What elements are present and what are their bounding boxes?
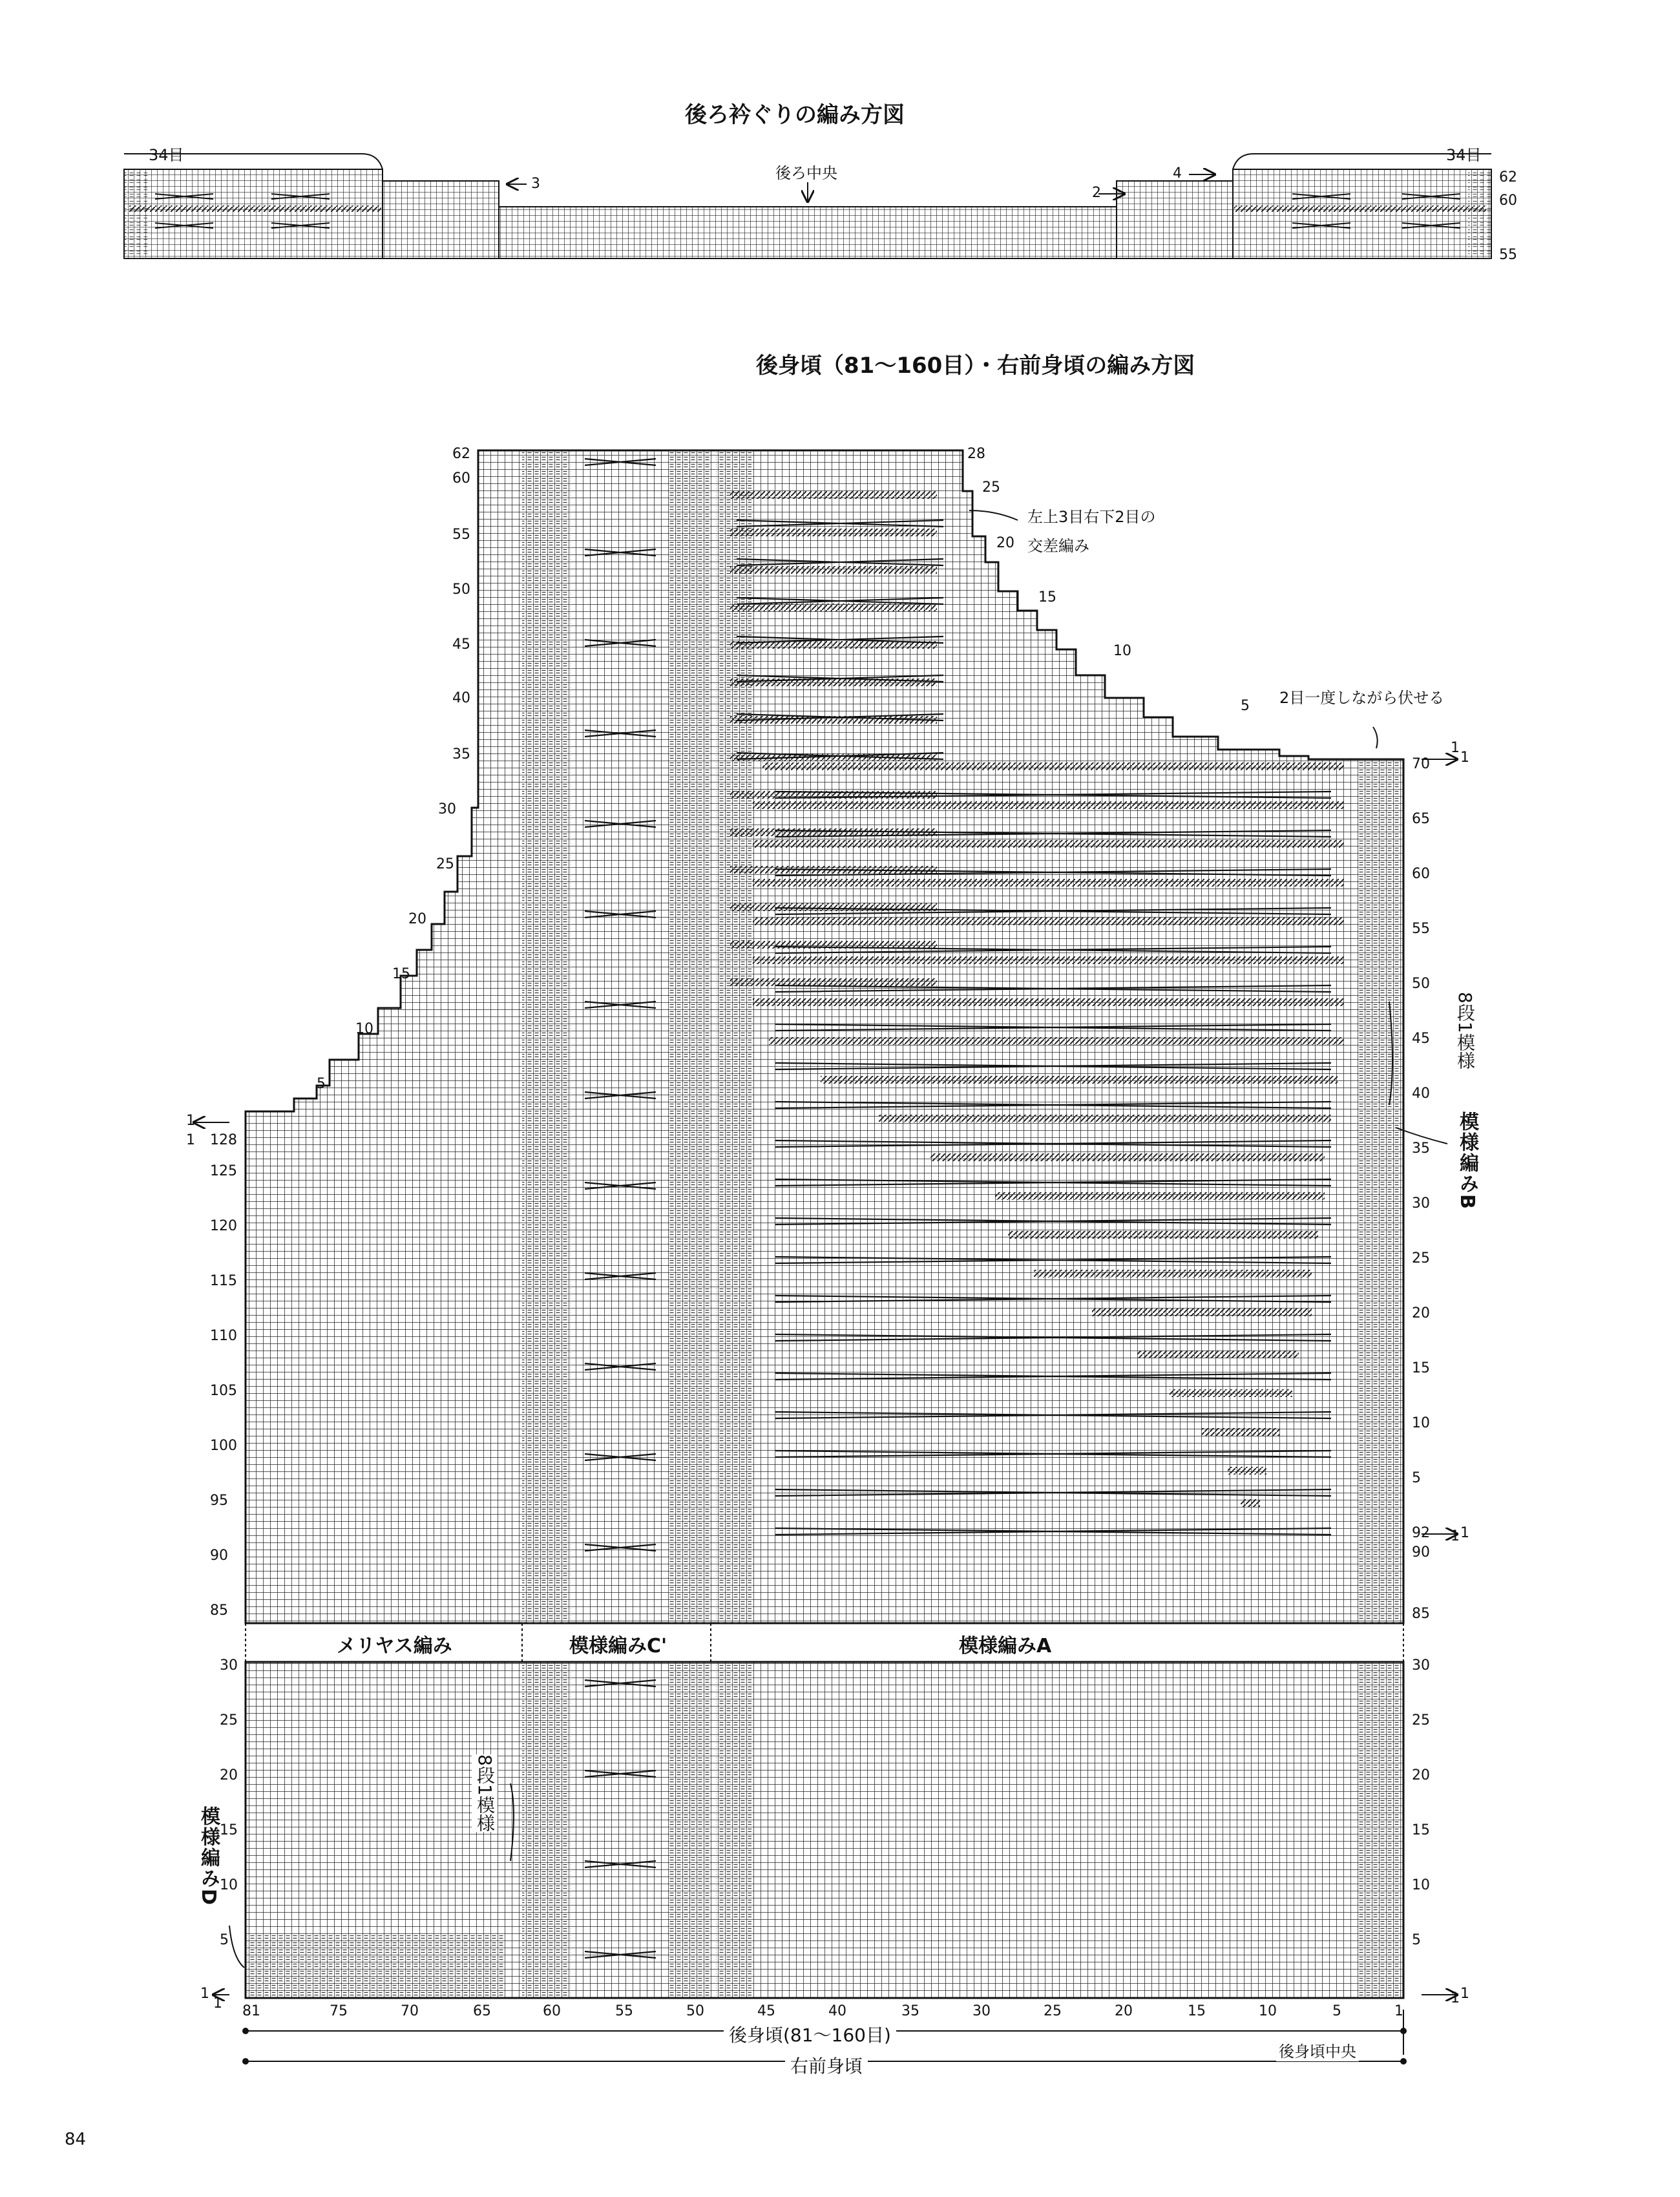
pattern-a-band-20	[753, 998, 1344, 1006]
pattern-a-band-27	[1034, 1270, 1312, 1277]
neckline-center-label: 後ろ中央	[775, 164, 837, 182]
pattern-a-band-32	[1228, 1467, 1266, 1475]
left-row-10: 15	[392, 966, 410, 982]
left-row-14: 128	[210, 1132, 237, 1148]
neckline-left-count: 34目	[149, 146, 184, 164]
pattern-a-band-28	[1092, 1309, 1312, 1316]
col-14: 10	[1259, 2003, 1277, 2019]
left-row-23: 85	[210, 1603, 228, 1619]
pattern-a-band-16	[753, 840, 1344, 848]
pattern-a-band-29	[1137, 1351, 1299, 1358]
col-16: 1	[1394, 2003, 1403, 2019]
pattern-a-band-30	[1170, 1389, 1292, 1397]
col-1: 75	[330, 2003, 348, 2019]
left-row-6: 35	[452, 746, 470, 762]
left-row-11: 10	[355, 1021, 373, 1037]
left-row-27: 15	[220, 1822, 238, 1838]
right-row-14: 35	[1412, 1141, 1430, 1157]
col-4: 60	[543, 2003, 561, 2019]
right-row-2: 20	[996, 535, 1014, 551]
left-row-0: 62	[452, 446, 470, 462]
right-row-30: 5	[1412, 1932, 1421, 1948]
left-row-29: 5	[220, 1932, 229, 1948]
right-row-15: 30	[1412, 1195, 1430, 1212]
back-center-label: 後身頃中央	[1276, 2039, 1359, 2061]
right-row-10: 55	[1412, 921, 1430, 937]
section-stockinette: メリヤス編み	[333, 1630, 456, 1658]
left-row-18: 110	[210, 1328, 237, 1344]
repeat-c-annotation: 8段1模様	[472, 1754, 498, 1832]
pattern-a-band-33	[1241, 1499, 1260, 1507]
pattern-a-band-26	[1008, 1231, 1318, 1239]
col-15: 5	[1332, 2003, 1341, 2019]
neckline-row-62: 62	[1499, 169, 1517, 185]
back-body-label: 後身頃(81〜160目)	[724, 2021, 896, 2047]
right-front-label: 右前身頃	[785, 2052, 868, 2078]
left-row-2: 55	[452, 527, 470, 543]
right-arrow-1-mid: 1	[1460, 1525, 1469, 1541]
pattern-a-band-19	[753, 956, 1344, 964]
left-row-30: 1	[213, 1995, 222, 2012]
neckline-row-55: 55	[1499, 247, 1517, 263]
col-11: 25	[1044, 2003, 1062, 2019]
right-row-28: 15	[1412, 1822, 1430, 1838]
left-row-20: 100	[210, 1438, 237, 1454]
left-row-15: 125	[210, 1163, 237, 1179]
left-row-25: 25	[220, 1712, 238, 1729]
pattern-a-band-25	[995, 1192, 1325, 1200]
col-6: 50	[686, 2003, 704, 2019]
cross-annotation-2: 交差編み	[1027, 537, 1089, 555]
left-row-26: 20	[220, 1767, 238, 1783]
left-row-8: 25	[436, 856, 454, 872]
left-row-3: 50	[452, 582, 470, 598]
neckline-marker-2: 2	[1092, 185, 1101, 201]
cross-annotation-1: 左上3目右下2目の	[1027, 508, 1156, 526]
col-8: 40	[828, 2003, 846, 2019]
page-number: 84	[65, 2130, 87, 2149]
right-row-13: 40	[1412, 1086, 1430, 1102]
right-row-9: 60	[1412, 866, 1430, 882]
right-row-8: 65	[1412, 811, 1430, 827]
right-row-16: 25	[1412, 1250, 1430, 1267]
left-row-4: 45	[452, 636, 470, 653]
left-row-19: 105	[210, 1383, 237, 1399]
right-row-24: 85	[1412, 1606, 1430, 1622]
right-row-17: 20	[1412, 1305, 1430, 1321]
col-0: 81	[242, 2003, 260, 2019]
repeat-b-annotation: 8段1模様	[1452, 992, 1478, 1069]
right-row-27: 20	[1412, 1767, 1430, 1783]
section-pattern-c: 模様編みC'	[565, 1630, 671, 1658]
left-row-16: 120	[210, 1218, 237, 1234]
pattern-a-band-21	[769, 1037, 1344, 1045]
neckline-marker-4: 4	[1173, 165, 1182, 182]
right-row-26: 25	[1412, 1712, 1430, 1729]
right-row-19: 10	[1412, 1415, 1430, 1431]
left-row-7: 30	[438, 801, 456, 817]
right-row-1: 25	[982, 479, 1000, 496]
pattern-b-label: 模様編みB	[1456, 1111, 1478, 1210]
left-arrow-1-lower: 1	[200, 1986, 209, 2002]
left-row-5: 40	[452, 690, 470, 706]
right-row-6: 1	[1451, 740, 1460, 756]
left-row-12: 5	[317, 1076, 326, 1092]
pattern-a-band-31	[1202, 1428, 1279, 1436]
col-13: 15	[1188, 2003, 1206, 2019]
right-row-3: 15	[1038, 589, 1056, 605]
neckline-marker-3: 3	[531, 176, 540, 192]
neckline-chart-title: 後ろ衿ぐりの編み方図	[685, 102, 905, 128]
col-2: 70	[401, 2003, 419, 2019]
right-arrow-1-bottom: 1	[1460, 1986, 1469, 2002]
pattern-a-band-14	[762, 762, 1344, 770]
pattern-a-band-18	[753, 918, 1344, 925]
right-row-25: 30	[1412, 1657, 1430, 1674]
right-row-4: 10	[1113, 643, 1131, 659]
pattern-a-band-15	[753, 801, 1344, 809]
right-row-0: 28	[967, 446, 985, 462]
col-12: 20	[1115, 2003, 1133, 2019]
pattern-a-band-3	[730, 604, 937, 611]
col-5: 55	[615, 2003, 633, 2019]
pattern-a-band-24	[930, 1153, 1325, 1161]
pattern-a-band-23	[879, 1115, 1331, 1122]
neckline-row-60: 60	[1499, 193, 1517, 209]
pattern-a-band-13	[730, 978, 937, 986]
left-row-13: 1	[186, 1132, 195, 1148]
col-9: 35	[901, 2003, 919, 2019]
col-7: 45	[757, 2003, 775, 2019]
right-row-7: 70	[1412, 756, 1430, 772]
pattern-a-band-5	[730, 678, 937, 686]
right-row-18: 15	[1412, 1360, 1430, 1376]
right-row-23: 90	[1412, 1544, 1430, 1561]
right-row-29: 10	[1412, 1877, 1430, 1893]
pattern-a-band-22	[821, 1076, 1338, 1084]
col-10: 30	[972, 2003, 991, 2019]
right-row-11: 50	[1412, 976, 1430, 992]
left-row-21: 95	[210, 1493, 228, 1509]
section-pattern-a: 模様編みA	[955, 1630, 1055, 1658]
left-row-24: 30	[220, 1657, 238, 1674]
right-row-20: 5	[1412, 1470, 1421, 1486]
right-row-12: 45	[1412, 1031, 1430, 1047]
main-chart-title: 後身頃（81〜160目）・右前身頃の編み方図	[756, 353, 1195, 379]
right-row-5: 5	[1241, 698, 1250, 714]
main-grid	[194, 450, 1457, 2065]
left-row-9: 20	[408, 911, 426, 927]
right-row-21: 1	[1451, 1528, 1460, 1544]
pattern-a-band-0	[730, 491, 937, 499]
pattern-a-band-1	[730, 529, 937, 536]
pattern-d-label: 模様編みD	[197, 1806, 220, 1906]
left-row-1: 60	[452, 470, 470, 487]
right-row-31: 1	[1451, 1990, 1460, 2006]
right-row-22: 92	[1412, 1525, 1430, 1541]
left-row-28: 10	[220, 1877, 238, 1893]
col-3: 65	[473, 2003, 491, 2019]
neckline-right-count: 34目	[1446, 146, 1482, 164]
bind-off-annotation: 2目一度しながら伏せる	[1279, 689, 1445, 707]
left-row-22: 90	[210, 1548, 228, 1564]
left-arrow-1-upper: 1	[186, 1113, 195, 1129]
pattern-a-band-17	[753, 879, 1344, 887]
right-arrow-1-top: 1	[1460, 750, 1469, 766]
left-row-17: 115	[210, 1273, 237, 1289]
pattern-a-band-2	[730, 566, 937, 574]
